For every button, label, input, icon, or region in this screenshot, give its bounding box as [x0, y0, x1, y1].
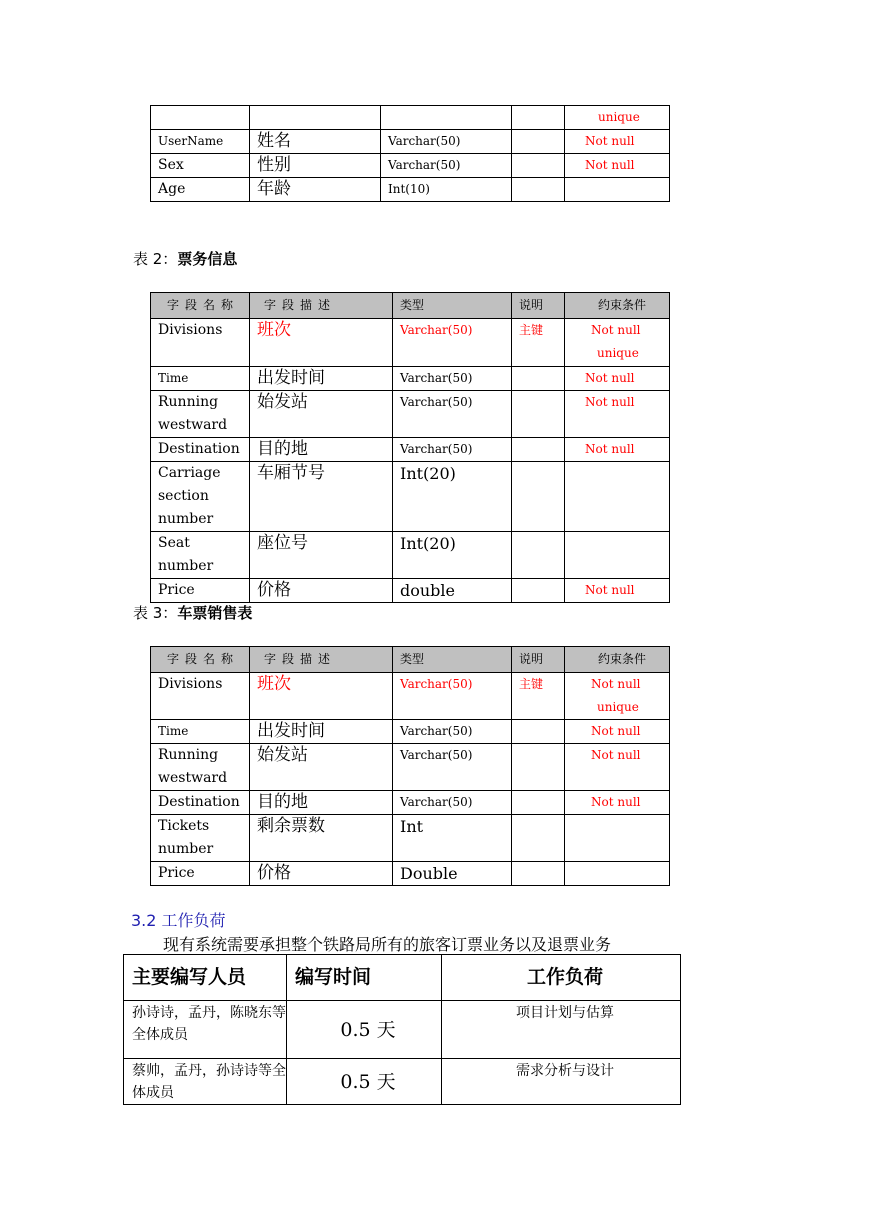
table-header-row: [151, 293, 670, 319]
header-people: 主要编写人员: [124, 955, 287, 1001]
cell-desc: 出发时间: [250, 720, 393, 744]
cell-note: [512, 367, 565, 391]
header-desc: 字段描述: [250, 293, 393, 319]
cell-desc: 座位号: [250, 532, 393, 579]
cell-note: [512, 178, 565, 202]
cell-note: 主键: [512, 319, 565, 367]
field-line: westward: [158, 417, 228, 433]
cell-desc: 年龄: [250, 178, 381, 202]
cell-field: [151, 462, 250, 532]
cell-note: [512, 462, 565, 532]
cell-people: 蔡帅，孟丹，孙诗诗等全体成员: [124, 1059, 287, 1105]
cell-note: [512, 154, 565, 178]
cell-note: 主键: [512, 673, 565, 720]
cell-note: [512, 438, 565, 462]
cell-field: Sex: [151, 154, 250, 178]
cell-desc: 性别: [250, 154, 381, 178]
header-constraint: 约束条件: [565, 293, 670, 319]
cell-note: [512, 532, 565, 579]
table-row: [151, 815, 670, 862]
cell-time: 0.5 天: [287, 1059, 442, 1105]
constraint-line: unique: [597, 346, 639, 360]
field-line: number: [158, 841, 214, 857]
cell-field: [151, 106, 250, 130]
ticket-info-table: [150, 292, 670, 603]
constraint-line: unique: [597, 700, 639, 714]
cell-type: Varchar(50): [381, 154, 512, 178]
workload-table: [123, 954, 681, 1105]
table-row: [151, 178, 670, 202]
cell-constraint: [565, 673, 670, 720]
cell-field: Time: [151, 720, 250, 744]
constraint-line: Not null: [591, 323, 641, 337]
field-line: Running: [158, 747, 219, 763]
cell-desc: 价格: [250, 579, 393, 603]
cell-type: Varchar(50): [381, 130, 512, 154]
cell-constraint: Not null: [565, 391, 670, 438]
table-row: [151, 579, 670, 603]
cell-constraint: Not null: [565, 791, 670, 815]
cell-constraint: Not null: [565, 744, 670, 791]
cell-constraint: [565, 319, 670, 367]
cell-people: 孙诗诗，孟丹，陈晓东等全体成员: [124, 1001, 287, 1059]
table-header-row: [124, 955, 681, 1001]
table-row: [151, 532, 670, 579]
cell-field: Destination: [151, 438, 250, 462]
table-row: [151, 391, 670, 438]
table-row: [151, 106, 670, 130]
cell-constraint: [565, 532, 670, 579]
cell-time: 0.5 天: [287, 1001, 442, 1059]
cell-desc: 班次: [250, 673, 393, 720]
cell-desc: 目的地: [250, 438, 393, 462]
cell-type: Varchar(50): [393, 791, 512, 815]
header-field: 字段名称: [151, 647, 250, 673]
cell-note: [512, 106, 565, 130]
cell-desc: 目的地: [250, 791, 393, 815]
cell-field: Divisions: [151, 673, 250, 720]
header-field: 字段名称: [151, 293, 250, 319]
cell-note: [512, 720, 565, 744]
cell-field: Destination: [151, 791, 250, 815]
cell-note: [512, 391, 565, 438]
table-row: [151, 791, 670, 815]
table-row: [151, 319, 670, 367]
table-header-row: [151, 647, 670, 673]
field-line: Carriage: [158, 465, 221, 481]
table-row: [151, 673, 670, 720]
cell-constraint: [565, 178, 670, 202]
header-desc: 字段描述: [250, 647, 393, 673]
cell-constraint: Not null: [565, 720, 670, 744]
table3-caption: [133, 602, 252, 623]
cell-type: Int(20): [393, 532, 512, 579]
table-row: [124, 1001, 681, 1059]
cell-field: UserName: [151, 130, 250, 154]
caption-title: 票务信息: [177, 250, 238, 268]
cell-note: [512, 862, 565, 886]
table-row: [151, 462, 670, 532]
cell-desc: 始发站: [250, 391, 393, 438]
cell-field: Divisions: [151, 319, 250, 367]
cell-field: Price: [151, 862, 250, 886]
cell-note: [512, 130, 565, 154]
cell-work: 项目计划与估算: [442, 1001, 681, 1059]
section-heading: 3.2 工作负荷: [131, 911, 226, 930]
cell-field: [151, 744, 250, 791]
field-line: section: [158, 488, 209, 504]
table2-caption: [133, 248, 237, 269]
field-line: westward: [158, 770, 228, 786]
cell-desc: 车厢节号: [250, 462, 393, 532]
cell-type: Varchar(50): [393, 319, 512, 367]
cell-field: Age: [151, 178, 250, 202]
caption-prefix: 表 2：: [133, 250, 178, 268]
header-type: 类型: [393, 293, 512, 319]
cell-type: double: [393, 579, 512, 603]
cell-desc: 出发时间: [250, 367, 393, 391]
section-paragraph: 现有系统需要承担整个铁路局所有的旅客订票业务以及退票业务: [163, 935, 612, 954]
cell-type: Int: [393, 815, 512, 862]
constraint-line: Not null: [591, 677, 641, 691]
cell-constraint: Not null: [565, 579, 670, 603]
cell-type: Varchar(50): [393, 744, 512, 791]
cell-field: Seat number: [151, 532, 250, 579]
table-row: [151, 862, 670, 886]
cell-type: [381, 106, 512, 130]
caption-prefix: 表 3：: [133, 604, 178, 622]
cell-desc: 班次: [250, 319, 393, 367]
table-row: [151, 438, 670, 462]
table-row: [151, 154, 670, 178]
cell-constraint: Not null: [565, 438, 670, 462]
header-work: 工作负荷: [442, 955, 681, 1001]
cell-constraint: Not null: [565, 154, 670, 178]
header-constraint: 约束条件: [565, 647, 670, 673]
cell-constraint: Not null: [565, 367, 670, 391]
cell-type: Varchar(50): [393, 367, 512, 391]
cell-desc: 剩余票数: [250, 815, 393, 862]
cell-field: [151, 815, 250, 862]
table-row: [151, 744, 670, 791]
cell-field: [151, 391, 250, 438]
table-row: [151, 367, 670, 391]
user-table: [150, 105, 670, 202]
ticket-sales-table: [150, 646, 670, 886]
field-line: Tickets: [158, 818, 210, 834]
header-type: 类型: [393, 647, 512, 673]
cell-field: Time: [151, 367, 250, 391]
cell-constraint: [565, 862, 670, 886]
cell-type: Double: [393, 862, 512, 886]
cell-constraint: [565, 815, 670, 862]
cell-note: [512, 579, 565, 603]
cell-work: 需求分析与设计: [442, 1059, 681, 1105]
cell-type: Varchar(50): [393, 673, 512, 720]
cell-type: Int(20): [393, 462, 512, 532]
cell-constraint: Not null: [565, 130, 670, 154]
cell-type: Varchar(50): [393, 720, 512, 744]
cell-note: [512, 744, 565, 791]
header-note: 说明: [512, 293, 565, 319]
cell-type: Int(10): [381, 178, 512, 202]
table-row: [151, 130, 670, 154]
cell-desc: 始发站: [250, 744, 393, 791]
cell-type: Varchar(50): [393, 391, 512, 438]
cell-constraint: [565, 462, 670, 532]
header-note: 说明: [512, 647, 565, 673]
table-row: [124, 1059, 681, 1105]
cell-desc: 价格: [250, 862, 393, 886]
caption-title: 车票销售表: [177, 604, 253, 622]
cell-field: Price: [151, 579, 250, 603]
cell-note: [512, 791, 565, 815]
field-line: Running: [158, 394, 219, 410]
cell-note: [512, 815, 565, 862]
table-row: [151, 720, 670, 744]
cell-desc: 姓名: [250, 130, 381, 154]
cell-desc: [250, 106, 381, 130]
field-line: number: [158, 511, 214, 527]
cell-type: Varchar(50): [393, 438, 512, 462]
header-time: 编写时间: [287, 955, 442, 1001]
cell-constraint: unique: [565, 106, 670, 130]
